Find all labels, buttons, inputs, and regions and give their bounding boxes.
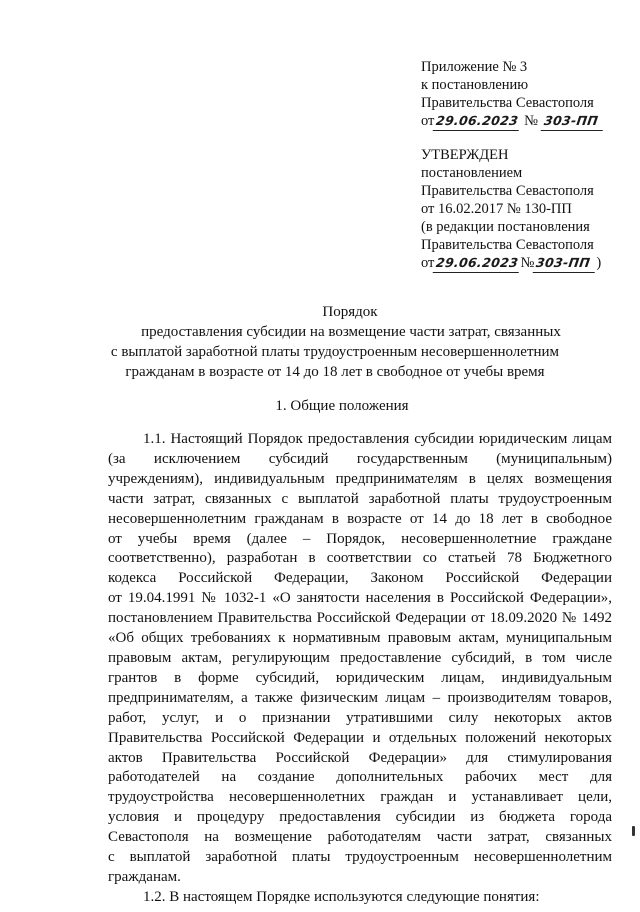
approved-handwritten-date: 29.06.2023 (433, 254, 522, 273)
paragraph-line: постановлением Правительства Российской Федерации от 18.09.2020 № 1492 (108, 610, 612, 627)
appendix-number-prefix: № (524, 113, 538, 129)
approved-by-resolution: постановлением (421, 165, 523, 181)
approved-government: Правительства Севастополя (421, 183, 594, 199)
approved-from-prefix: от (421, 255, 435, 271)
section-body (108, 430, 612, 908)
paragraph-line: учреждениям), индивидуальным предпринимателям в целях возмещения (108, 470, 612, 487)
appendix-government: Правительства Севастополя (421, 95, 594, 111)
paragraph-line: части затрат, связанных с выплатой заработной платы трудоустроенным (108, 490, 612, 507)
document-title (0, 302, 640, 382)
paragraph-line: работодателей на создание дополнительных рабочих мест для (108, 769, 612, 786)
paragraph-line: 1.1. Настоящий Порядок предоставления субсидии юридическим лицам (143, 431, 612, 447)
title-line-2: предоставления субсидии на возмещение части затрат, связанных (141, 324, 561, 340)
approved-original-date: от 16.02.2017 № 130-ПП (421, 201, 572, 217)
paragraph-line: от 19.04.1991 № 1032-1 «О занятости населения в Российской Федерации», (108, 590, 612, 607)
title-line-1: Порядок (322, 304, 378, 320)
appendix-number: Приложение № 3 (421, 59, 528, 75)
paragraph-line: соответственно), разработан в соответствии со статьей 78 Бюджетного (108, 550, 612, 567)
paragraph-line: Правительства Российской Федерации и отдельных положений некоторых (108, 729, 612, 746)
approved-edition-government: Правительства Севастополя (421, 237, 594, 253)
paragraph-line: условия и процедуру предоставления субсидии из бюджета города (108, 809, 612, 826)
appendix-handwritten-date: 29.06.2023 (433, 112, 522, 131)
paragraph-line: несовершеннолетним гражданам в возрасте от 14 до 18 лет в свободное (108, 510, 612, 527)
appendix-to-resolution: к постановлению (421, 77, 529, 93)
paragraph-line: работ, услуг, и о признании утратившими силу некоторых актов (108, 709, 612, 726)
paragraph-line: предпринимателям, а также физическим лицам – производителям товаров, (108, 689, 612, 706)
appendix-handwritten-number: 303-ПП (540, 112, 605, 131)
paragraph-line: с выплатой заработной платы трудоустроенным несовершеннолетним (108, 849, 612, 866)
approved-block (421, 146, 621, 273)
appendix-date-line (421, 112, 621, 131)
title-line-3: с выплатой заработной платы трудоустроенным несовершеннолетним (110, 344, 560, 360)
approved-handwritten-number: 303-ПП (533, 254, 598, 273)
appendix-from-prefix: от (421, 113, 435, 129)
paragraph-line: «Об общих требованиях к нормативным правовым актам, муниципальным (108, 630, 612, 647)
paragraph-line: трудоустройства несовершеннолетних граждан и устанавливает цели, (108, 789, 612, 806)
paragraph-line: грантов в форме субсидий, юридическим лицам, индивидуальным (108, 669, 612, 686)
paragraph-line: Севастополя на возмещение работодателям части затрат, связанных (108, 829, 612, 846)
approved-heading: УТВЕРЖДЕН (421, 147, 509, 163)
item-1-2-line: 1.2. В настоящем Порядке используются следующие понятия: (143, 888, 540, 905)
paragraph-line: гражданам. (108, 868, 181, 885)
paragraph-line: кодекса Российской Федерации, Законом Российской Федерации (108, 570, 612, 587)
paragraph-line: правовым актам, регулирующим предоставление субсидий, в том числе (108, 649, 612, 666)
approved-closing-paren: ) (596, 255, 602, 271)
margin-mark (632, 826, 635, 836)
title-line-4: гражданам в возрасте от 14 до 18 лет в свободное от учебы время (125, 364, 545, 380)
approved-number-prefix: № (520, 255, 535, 271)
approved-edition-note: (в редакции постановления (421, 219, 590, 235)
section-heading: 1. Общие положения (275, 398, 409, 414)
appendix-block (421, 58, 621, 131)
paragraph-line: от учебы время (далее – Порядок, несовершеннолетние граждане (108, 530, 612, 547)
paragraph-line: актов Правительства Российской Федерации» для стимулирования (108, 749, 612, 766)
approved-date-line (421, 254, 621, 273)
paragraph-line: (за исключением субсидий государственным (муниципальным) (108, 450, 612, 467)
